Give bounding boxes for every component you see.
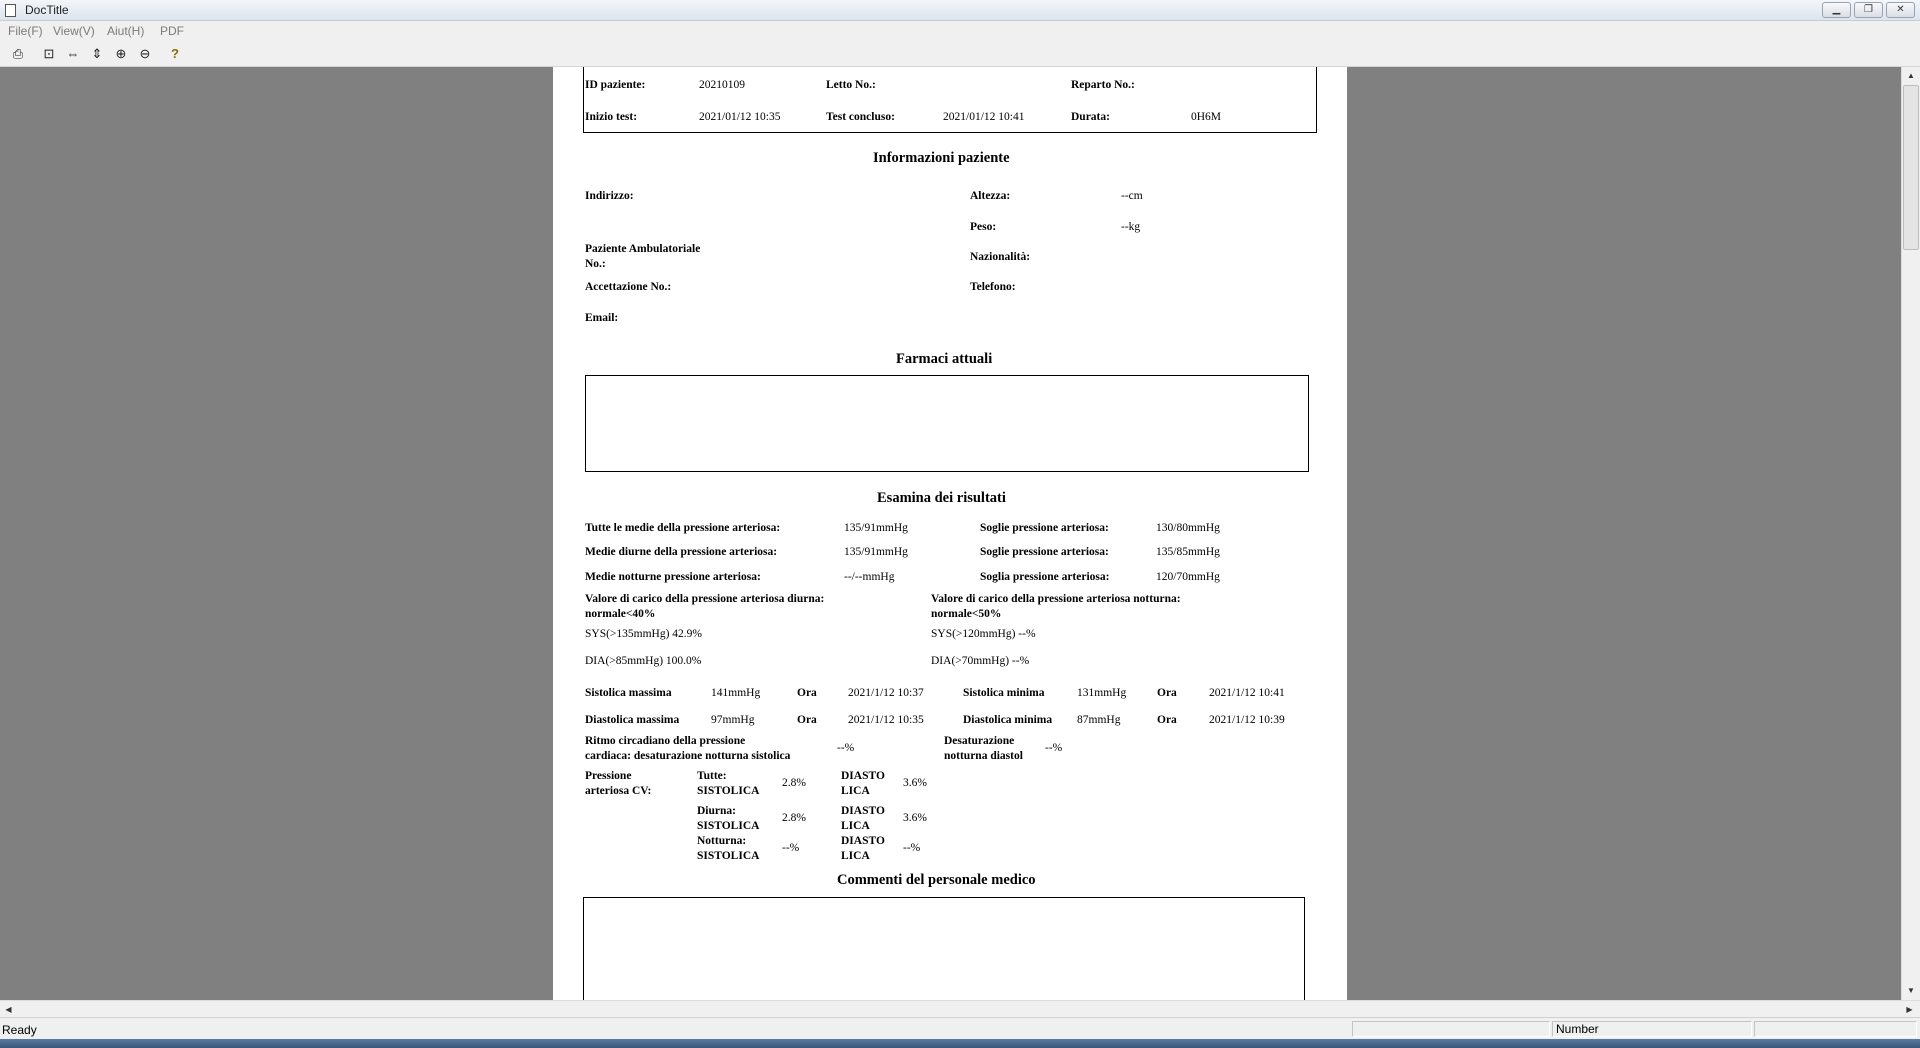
document-viewport[interactable]	[0, 67, 1901, 1000]
night-avg-label: Medie notturne pressione arteriosa:	[585, 571, 761, 583]
title-bar	[0, 0, 1920, 21]
cv-all-dia-value: 3.6%	[903, 777, 927, 789]
test-end-label: Test concluso:	[826, 111, 895, 123]
help-icon[interactable]: ?	[171, 46, 179, 61]
night-load-normal: normale<50%	[931, 608, 1002, 620]
status-panel-number: Number	[1552, 1021, 1752, 1037]
weight-value: --kg	[1121, 221, 1141, 233]
fit-height-icon[interactable]: ⇕	[91, 46, 103, 61]
window-title: DocTitle	[25, 3, 69, 17]
min-dia-time-label: Ora	[1157, 714, 1177, 726]
max-dia-label: Diastolica massima	[585, 714, 680, 726]
cv-night-dia-label-2: LICA	[841, 850, 870, 862]
minimize-button[interactable]: ▁	[1822, 2, 1851, 18]
test-end-value: 2021/01/12 10:41	[943, 111, 1025, 123]
min-dia-value: 87mmHg	[1077, 714, 1121, 726]
circadian-value: --%	[837, 742, 855, 754]
nationality-label: Nazionalità:	[970, 251, 1031, 263]
desaturation-label: Desaturazione	[944, 735, 1015, 747]
min-sys-time-label: Ora	[1157, 687, 1177, 699]
patient-id-value: 20210109	[699, 79, 745, 91]
taskbar	[0, 1039, 1920, 1048]
close-button[interactable]: ✕	[1886, 2, 1915, 18]
min-sys-value: 131mmHg	[1077, 687, 1127, 699]
fit-page-icon[interactable]: ⊡	[43, 46, 55, 61]
vertical-scroll-thumb[interactable]	[1903, 85, 1919, 250]
night-avg-value: --/--mmHg	[844, 571, 895, 583]
restore-button[interactable]: ❐	[1854, 2, 1883, 18]
day-load-normal: normale<40%	[585, 608, 656, 620]
status-panel-empty	[1352, 1021, 1550, 1037]
comments-box[interactable]	[583, 897, 1305, 1000]
day-avg-value: 135/91mmHg	[844, 546, 908, 558]
cv-day-sys-value: 2.8%	[782, 812, 806, 824]
height-label: Altezza:	[970, 190, 1011, 202]
header-frame	[583, 67, 1317, 133]
cv-day-dia-label: DIASTO	[841, 805, 885, 817]
scroll-down-icon[interactable]: ▼	[1907, 986, 1915, 995]
cv-night-dia-label: DIASTO	[841, 835, 885, 847]
cv-all-sys-label: SISTOLICA	[697, 785, 760, 797]
report-page	[553, 67, 1347, 1000]
printer-icon[interactable]: ⎙	[12, 46, 24, 61]
max-sys-label: Sistolica massima	[585, 687, 672, 699]
day-load-label: Valore di carico della pressione arteriosa diurna:	[585, 593, 825, 605]
outpatient-label: Paziente Ambulatoriale	[585, 243, 701, 255]
night-sys-load: SYS(>120mmHg) --%	[931, 628, 1036, 640]
min-dia-label: Diastolica minima	[963, 714, 1053, 726]
zoom-out-icon[interactable]: ⊖	[139, 46, 151, 61]
results-title: Esamina dei risultati	[877, 490, 1006, 506]
cv-day-label: Diurna:	[697, 805, 736, 817]
height-value: --cm	[1121, 190, 1143, 202]
admission-label: Accettazione No.:	[585, 281, 672, 293]
max-sys-time-label: Ora	[797, 687, 817, 699]
max-dia-time: 2021/1/12 10:35	[848, 714, 924, 726]
email-label: Email:	[585, 312, 619, 324]
menu-bar	[0, 21, 1920, 41]
threshold-night-value: 120/70mmHg	[1156, 571, 1220, 583]
desaturation-value: --%	[1045, 742, 1063, 754]
cv-all-sys-value: 2.8%	[782, 777, 806, 789]
status-bar	[0, 1017, 1920, 1039]
threshold-all-value: 130/80mmHg	[1156, 522, 1220, 534]
cv-label-2: arteriosa CV:	[585, 785, 652, 797]
all-avg-value: 135/91mmHg	[844, 522, 908, 534]
night-load-label: Valore di carico della pressione arteriosa notturna:	[931, 593, 1181, 605]
address-label: Indirizzo:	[585, 190, 634, 202]
fit-width-icon[interactable]: ⇔	[66, 46, 80, 61]
max-dia-value: 97mmHg	[711, 714, 755, 726]
weight-label: Peso:	[970, 221, 997, 233]
threshold-night-label: Soglia pressione arteriosa:	[980, 571, 1110, 583]
day-avg-label: Medie diurne della pressione arteriosa:	[585, 546, 778, 558]
max-sys-value: 141mmHg	[711, 687, 761, 699]
status-ready: Ready	[2, 1023, 37, 1037]
cv-night-sys-label: SISTOLICA	[697, 850, 760, 862]
cv-night-label: Notturna:	[697, 835, 747, 847]
night-dia-load: DIA(>70mmHg) --%	[931, 655, 1030, 667]
duration-label: Durata:	[1071, 111, 1110, 123]
bed-label: Letto No.:	[826, 79, 876, 91]
min-dia-time: 2021/1/12 10:39	[1209, 714, 1285, 726]
duration-value: 0H6M	[1191, 111, 1222, 123]
max-sys-time: 2021/1/12 10:37	[848, 687, 924, 699]
circadian-label-2: cardiaca: desaturazione notturna sistolica	[585, 750, 791, 762]
cv-night-sys-value: --%	[782, 842, 800, 854]
all-avg-label: Tutte le medie della pressione arteriosa:	[585, 522, 781, 534]
patient-info-title: Informazioni paziente	[873, 150, 1010, 166]
circadian-label: Ritmo circadiano della pressione	[585, 735, 746, 747]
menu-help[interactable]: Aiut(H)	[107, 24, 145, 38]
test-start-value: 2021/01/12 10:35	[699, 111, 781, 123]
scroll-left-icon[interactable]: ◀	[5, 1005, 12, 1014]
phone-label: Telefono:	[970, 281, 1016, 293]
cv-label: Pressione	[585, 770, 632, 782]
scroll-up-icon[interactable]: ▲	[1907, 71, 1915, 80]
document-icon	[5, 4, 16, 17]
cv-day-dia-label-2: LICA	[841, 820, 870, 832]
menu-view[interactable]: View(V)	[53, 24, 95, 38]
toolbar	[0, 41, 1920, 67]
horizontal-scrollbar[interactable]	[0, 1000, 1920, 1017]
zoom-in-icon[interactable]: ⊕	[115, 46, 127, 61]
threshold-day-label: Soglie pressione arteriosa:	[980, 546, 1109, 558]
min-sys-label: Sistolica minima	[963, 687, 1045, 699]
cv-all-dia-label: DIASTO	[841, 770, 885, 782]
menu-pdf[interactable]: PDF	[160, 24, 184, 38]
vertical-scrollbar[interactable]	[1901, 67, 1920, 1000]
medications-title: Farmaci attuali	[896, 351, 993, 367]
patient-id-label: ID paziente:	[585, 79, 646, 91]
cv-day-sys-label: SISTOLICA	[697, 820, 760, 832]
ward-label: Reparto No.:	[1071, 79, 1135, 91]
day-sys-load: SYS(>135mmHg) 42.9%	[585, 628, 703, 640]
cv-all-dia-label-2: LICA	[841, 785, 870, 797]
cv-all-label: Tutte:	[697, 770, 727, 782]
threshold-all-label: Soglie pressione arteriosa:	[980, 522, 1109, 534]
outpatient-label-no: No.:	[585, 258, 606, 270]
max-dia-time-label: Ora	[797, 714, 817, 726]
cv-night-dia-value: --%	[903, 842, 921, 854]
medications-box[interactable]	[585, 375, 1309, 472]
min-sys-time: 2021/1/12 10:41	[1209, 687, 1285, 699]
menu-file[interactable]: File(F)	[8, 24, 43, 38]
threshold-day-value: 135/85mmHg	[1156, 546, 1220, 558]
day-dia-load: DIA(>85mmHg) 100.0%	[585, 655, 702, 667]
status-panel-extra	[1754, 1021, 1917, 1037]
desaturation-label-2: notturna diastol	[944, 750, 1023, 762]
scroll-right-icon[interactable]: ▶	[1906, 1005, 1913, 1014]
cv-day-dia-value: 3.6%	[903, 812, 927, 824]
comments-title: Commenti del personale medico	[837, 872, 1036, 888]
test-start-label: Inizio test:	[585, 111, 638, 123]
